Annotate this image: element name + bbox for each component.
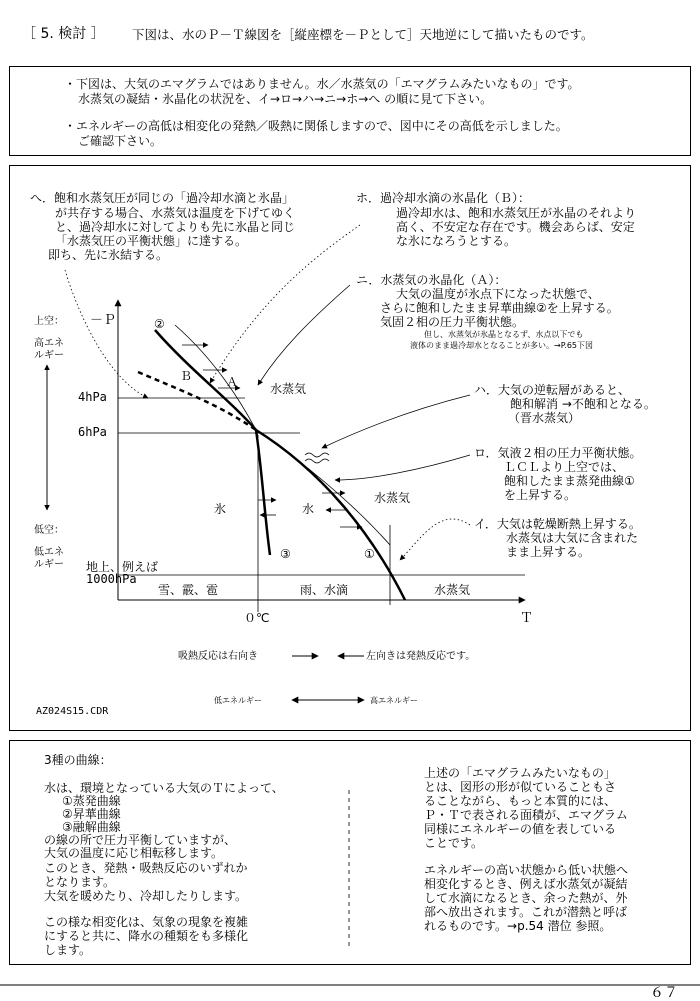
intro-bullet-2-cont: ご確認下さい。 <box>78 134 163 148</box>
vapor-mid: 水蒸気 <box>374 491 411 505</box>
ann-ha-2: 飽和解消 →不飽和となる。 <box>510 397 656 411</box>
y-axis-label: －Ｐ <box>90 313 117 328</box>
leader-ha <box>322 395 470 448</box>
file-code: AZ024S15.CDR <box>36 706 109 717</box>
endo-text: 吸熱反応は右向き <box>178 651 258 662</box>
bottom-left-4: このとき、発熱・吸熱反応のいずれか <box>44 861 248 875</box>
zero-c-label: ０℃ <box>244 611 270 625</box>
intro-bullet-2: ・エネルギーの高低は相変化の発熱／吸熱に関係しますので、図中にその高低を示しました。 <box>64 119 568 133</box>
high-energy-axis: 高エネルギー <box>370 696 418 705</box>
bottom-right-3: ることながら、もっと本質的には、 <box>424 794 617 808</box>
ann-ni-3: さらに飽和したまま昇華曲線②を上昇する。 <box>380 301 619 315</box>
ann-ro-3: 飽和したまま蒸発曲線① <box>504 474 635 488</box>
bottom-left-8: にすると共に、降水の種類をも多様化 <box>44 929 249 943</box>
bottom-left-9: します。 <box>44 943 92 957</box>
bottom-left-7: この様な相変化は、気象の現象を複雑 <box>44 915 249 929</box>
bottom-left-2: の線の所で圧力平衡していますが、 <box>44 833 237 847</box>
page-number: ６７ <box>650 985 678 1001</box>
bottom-right-6: ことです。 <box>424 836 484 850</box>
ann-i-3: まま上昇する。 <box>506 545 591 559</box>
ice-label: 氷 <box>214 502 227 516</box>
region-b: Ｂ <box>180 369 193 383</box>
snow-label: 雪、霰、雹 <box>158 583 219 597</box>
intro-bullet-1-cont: 水蒸気の凝結・氷晶化の状況を、イ→ロ→ハ→ニ→ホ→へ の順に見て下さい。 <box>78 92 493 106</box>
ann-ro-4: を上昇する。 <box>504 488 577 502</box>
curve-1-label: ① <box>364 547 375 561</box>
ann-ro-2: ＬＣＬより上空では、 <box>504 460 625 474</box>
bottom-left-c3: ③融解曲線 <box>62 820 121 834</box>
section-label: ［ 5. 検討 ］ <box>22 26 105 42</box>
intro-bullet-1: ・下図は、大気のエマグラムではありません。水／水蒸気の「エマグラムみたいなもの」です。 <box>64 77 580 91</box>
ann-ho-3: 高く、不安定な存在です。機会あらば、安定 <box>396 220 635 234</box>
leader-i <box>400 519 470 560</box>
bottom-left-6: 大気を暖めたり、冷却したりします。 <box>44 889 248 903</box>
ann-ha-1: ハ．大気の逆転層があると、 <box>474 383 631 397</box>
header-text: 下図は、水のＰ－Ｔ線図を［縦座標を－Ｐとして］天地逆にして描いたものです。 <box>132 27 594 42</box>
ann-he-4: 「水蒸気圧の平衡状態」に達する。 <box>55 234 248 248</box>
ann-ro-1: ロ．気液２相の圧力平衡状態。 <box>474 446 642 460</box>
curve-3-label: ③ <box>280 547 291 561</box>
exo-text: 左向きは発熱反応です。 <box>366 651 476 662</box>
ann-ho-4: な氷になろうとする。 <box>396 234 517 248</box>
ann-ha-3: （晋水蒸気） <box>508 411 581 425</box>
bottom-right-5: 同様にエネルギーの値を表している <box>424 822 617 836</box>
supercooled-curve <box>138 369 256 430</box>
leader-ro <box>335 455 470 480</box>
bottom-left-5: となります。 <box>44 875 116 889</box>
p-4hpa: 4hPa <box>78 390 107 404</box>
bottom-left-c2: ②昇華曲線 <box>62 807 121 821</box>
upper-label: 上空： <box>34 316 64 327</box>
bottom-right-11: れるものです。→p.54 潜位 参照。 <box>424 919 612 933</box>
bottom-right-4: Ｐ・Ｔで表される面積が、エマグラム <box>424 808 628 822</box>
bottom-right-8: 相変化するとき、例えば水蒸気が凝結 <box>424 877 628 891</box>
bottom-right-2: とは、図形の形が似ていることもさ <box>424 780 617 794</box>
process-path <box>175 325 390 545</box>
bottom-right-10: 部へ放出されます。これが潜熱と呼ば <box>424 905 628 919</box>
ann-ho-1: ホ．過冷却水滴の氷晶化（Ｂ）： <box>356 191 531 205</box>
bottom-left-c1: ①蒸発曲線 <box>62 794 121 808</box>
high-energy-label-1: 高エネ <box>34 338 64 349</box>
bottom-left-1: 水は、環境となっている大気のＴによって、 <box>44 781 284 795</box>
ann-ni-note-2: 液体のまま過冷却水となることが多い。→P.65下図 <box>410 341 594 350</box>
low-energy-axis: 低エネルギー <box>214 696 262 705</box>
curve-2-label: ② <box>154 317 165 331</box>
ann-ni-1: ニ．水蒸気の氷晶化（Ａ）： <box>356 273 507 287</box>
bottom-right-7: エネルギーの高い状態から低い状態へ <box>424 863 629 877</box>
bottom-right-1: 上述の「エマグラムみたいなもの」 <box>424 766 616 780</box>
ann-ni-4: 気固２相の圧力平衡状態。 <box>380 315 525 329</box>
bottom-right-9: して水滴になるとき、余った熱が、外 <box>424 891 628 905</box>
low-energy-label-2: ルギー <box>34 559 64 570</box>
bottom-left-3: 大気の温度に応じ相転移します。 <box>44 846 224 860</box>
ann-i-1: イ．大気は乾燥断熱上昇する。 <box>474 517 641 531</box>
bottom-left-title: 3種の曲線： <box>44 753 112 767</box>
rain-label: 雨、水滴 <box>300 583 349 597</box>
ann-he-1: へ．飽和水蒸気圧が同じの「過冷却水滴と氷晶」 <box>30 191 295 205</box>
x-axis-label: Ｔ <box>520 611 534 626</box>
water-label: 水 <box>302 502 315 516</box>
vapor-bottom: 水蒸気 <box>434 583 471 597</box>
p-6hpa: 6hPa <box>78 425 107 439</box>
ann-ni-note-1: 但し、水蒸気が氷晶となるず、水点以下でも <box>424 330 584 339</box>
evaporation-curve <box>256 430 405 600</box>
ann-he-3: と、過冷却水に対してよりも先に氷晶と同じ <box>55 220 296 234</box>
ann-ho-2: 過冷却水は、飽和水蒸気圧が氷晶のそれより <box>396 206 637 220</box>
lower-label: 低空： <box>34 525 64 536</box>
high-energy-label-2: ルギー <box>34 350 64 361</box>
ann-ni-2: 大気の温度が氷点下になった状態で、 <box>396 287 600 301</box>
ann-he-5: 即ち、先に氷結する。 <box>48 248 169 262</box>
region-a: Ａ <box>226 375 239 389</box>
ann-i-2: 水蒸気は大気に含まれた <box>506 531 639 545</box>
ann-he-2: が共存する場合、水蒸気は温度を下げてゆく <box>55 206 296 220</box>
leader-he <box>65 270 148 398</box>
low-energy-label-1: 低エネ <box>34 547 64 558</box>
ground-label: 地上、例えば <box>86 560 159 574</box>
vapor-upper: 水蒸気 <box>270 382 307 396</box>
p-1000hpa: 1000hPa <box>86 572 137 586</box>
